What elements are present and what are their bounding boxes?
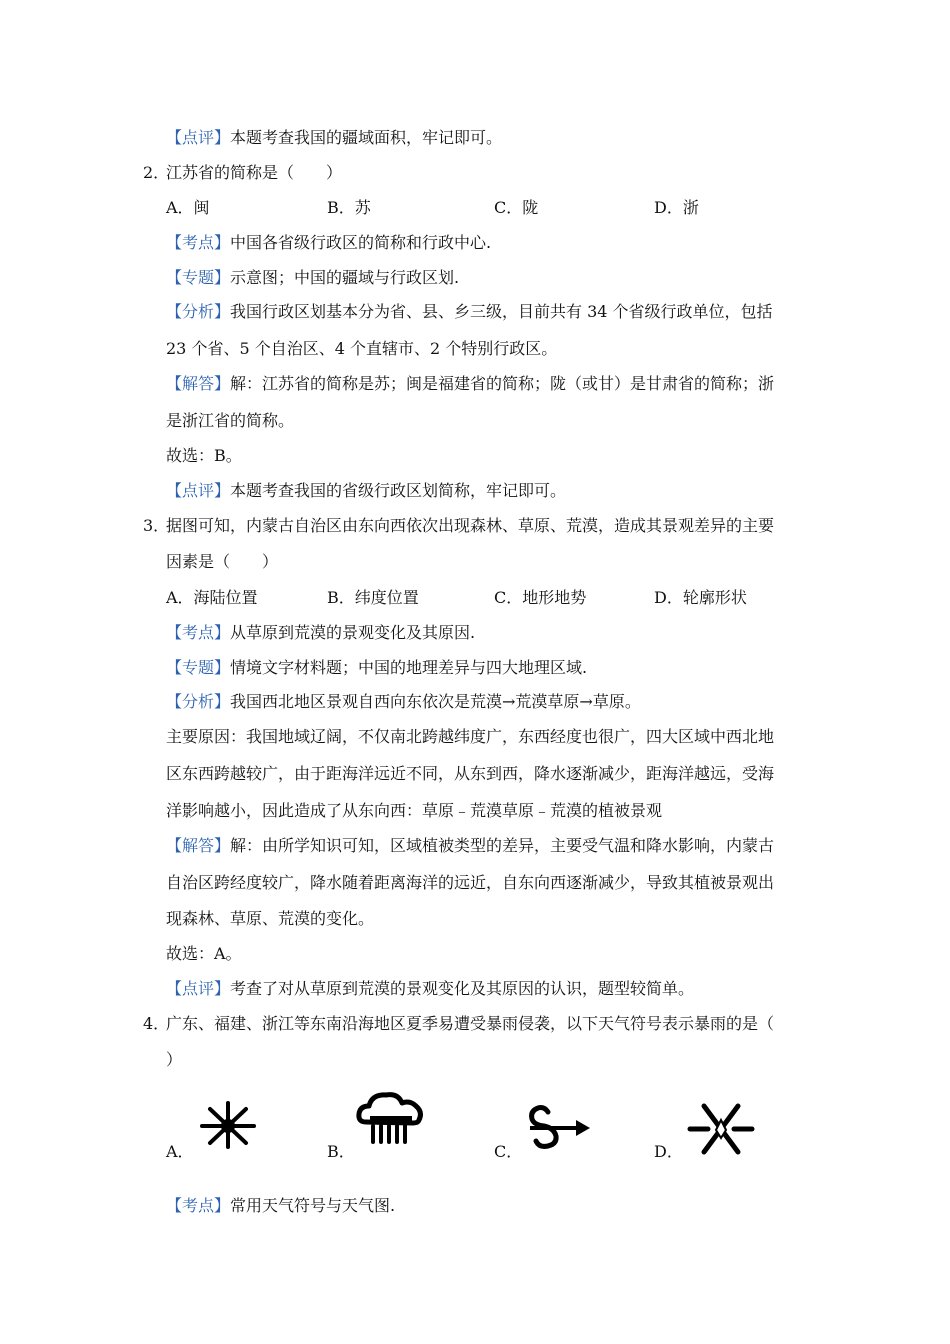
point-text: 中国各省级行政区的简称和行政中心.: [230, 233, 492, 252]
q3-choice: 故选：A。: [166, 944, 242, 963]
q3-option-c[interactable]: C．地形地势: [494, 588, 587, 607]
q3-analysis-line3: 区东西跨越较广，由于距海洋远近不同，从东到西，降水逐渐减少，距海洋越远，受海: [166, 764, 775, 783]
q2-analysis-line2: 23 个省、5 个自治区、4 个直辖市、2 个特别行政区。: [166, 339, 558, 358]
review-text: 本题考查我国的疆域面积，牢记即可。: [230, 128, 503, 147]
point-text: 常用天气符号与天气图.: [230, 1196, 396, 1215]
snowflake-symbol-icon[interactable]: [686, 1100, 756, 1158]
q2-number: 2．: [143, 163, 170, 182]
review-tag: 【点评】: [166, 979, 231, 998]
q1-review: [166, 128, 502, 148]
review-text: 本题考查我国的省级行政区划简称，牢记即可。: [230, 481, 567, 500]
q3-topic: [166, 658, 587, 678]
point-text: 从草原到荒漠的景观变化及其原因.: [230, 623, 476, 642]
q3-number: 3．: [143, 516, 170, 535]
answer-text: 解：江苏省的简称是苏；闽是福建省的简称；陇（或甘）是甘肃省的简称；浙: [230, 374, 775, 393]
review-tag: 【点评】: [166, 481, 231, 500]
heavy-rain-cloud-icon[interactable]: [356, 1090, 426, 1148]
analysis-text: 我国行政区划基本分为省、县、乡三级，目前共有 34 个省级行政单位，包括: [230, 302, 773, 321]
q4-point: [166, 1196, 395, 1216]
q3-stem-line2: 因素是（ ）: [166, 552, 279, 571]
answer-tag: 【解答】: [166, 836, 231, 855]
q3-point: [166, 623, 475, 643]
q3-answer-line1: [166, 836, 774, 856]
q2-point: [166, 233, 491, 253]
typhoon-symbol-icon[interactable]: [524, 1100, 592, 1152]
review-tag: 【点评】: [166, 128, 231, 147]
q4-number: 4．: [143, 1014, 170, 1033]
q2-option-a[interactable]: A．闽: [166, 198, 210, 217]
q3-review: [166, 979, 694, 999]
q2-option-c[interactable]: C．陇: [494, 198, 539, 217]
q4-option-d[interactable]: D．: [654, 1142, 683, 1161]
q2-stem: 江苏省的简称是（ ）: [166, 163, 343, 182]
answer-tag: 【解答】: [166, 374, 231, 393]
q3-option-d[interactable]: D．轮廓形状: [654, 588, 747, 607]
topic-text: 示意图；中国的疆域与行政区划.: [230, 268, 460, 287]
q2-choice: 故选：B。: [166, 446, 242, 465]
topic-tag: 【专题】: [166, 658, 231, 677]
q3-stem-line1: 据图可知，内蒙古自治区由东向西依次出现森林、草原、荒漠，造成其景观差异的主要: [166, 516, 775, 535]
q2-option-d[interactable]: D．浙: [654, 198, 699, 217]
q2-analysis-line1: [166, 302, 773, 322]
q4-stem-line2: ）: [166, 1050, 183, 1069]
q3-option-b[interactable]: B．纬度位置: [327, 588, 419, 607]
topic-tag: 【专题】: [166, 268, 231, 287]
q3-analysis-line4: 洋影响越小，因此造成了从东向西：草原﹣荒漠草原﹣荒漠的植被景观: [166, 801, 663, 820]
analysis-tag: 【分析】: [166, 302, 231, 321]
analysis-text: 我国西北地区景观自西向东依次是荒漠→荒漠草原→草原。: [230, 692, 641, 711]
q4-option-b[interactable]: B．: [327, 1142, 355, 1161]
review-text: 考查了对从草原到荒漠的景观变化及其原因的认识，题型较简单。: [230, 979, 695, 998]
q3-answer-line3: 现森林、草原、荒漠的变化。: [166, 909, 375, 928]
sun-snow-symbol-icon[interactable]: [196, 1099, 260, 1151]
point-tag: 【考点】: [166, 1196, 231, 1215]
q2-answer-line2: 是浙江省的简称。: [166, 411, 295, 430]
q4-option-c[interactable]: C．: [494, 1142, 523, 1161]
topic-text: 情境文字材料题；中国的地理差异与四大地理区域.: [230, 658, 588, 677]
q3-analysis-line1: [166, 692, 641, 712]
q2-option-b[interactable]: B．苏: [327, 198, 371, 217]
q4-option-a[interactable]: A．: [166, 1142, 194, 1161]
q2-topic: [166, 268, 459, 288]
analysis-tag: 【分析】: [166, 692, 231, 711]
point-tag: 【考点】: [166, 623, 231, 642]
q2-answer-line1: [166, 374, 774, 394]
q4-stem-line1: 广东、福建、浙江等东南沿海地区夏季易遭受暴雨侵袭，以下天气符号表示暴雨的是（: [166, 1014, 775, 1033]
answer-text: 解：由所学知识可知，区域植被类型的差异，主要受气温和降水影响，内蒙古: [230, 836, 775, 855]
q3-answer-line2: 自治区跨经度较广，降水随着距离海洋的远近，自东向西逐渐减少，导致其植被景观出: [166, 873, 775, 892]
q2-review: [166, 481, 566, 501]
q3-option-a[interactable]: A．海陆位置: [166, 588, 258, 607]
point-tag: 【考点】: [166, 233, 231, 252]
q3-analysis-line2: 主要原因：我国地域辽阔，不仅南北跨越纬度广，东西经度也很广，四大区域中西北地: [166, 727, 775, 746]
